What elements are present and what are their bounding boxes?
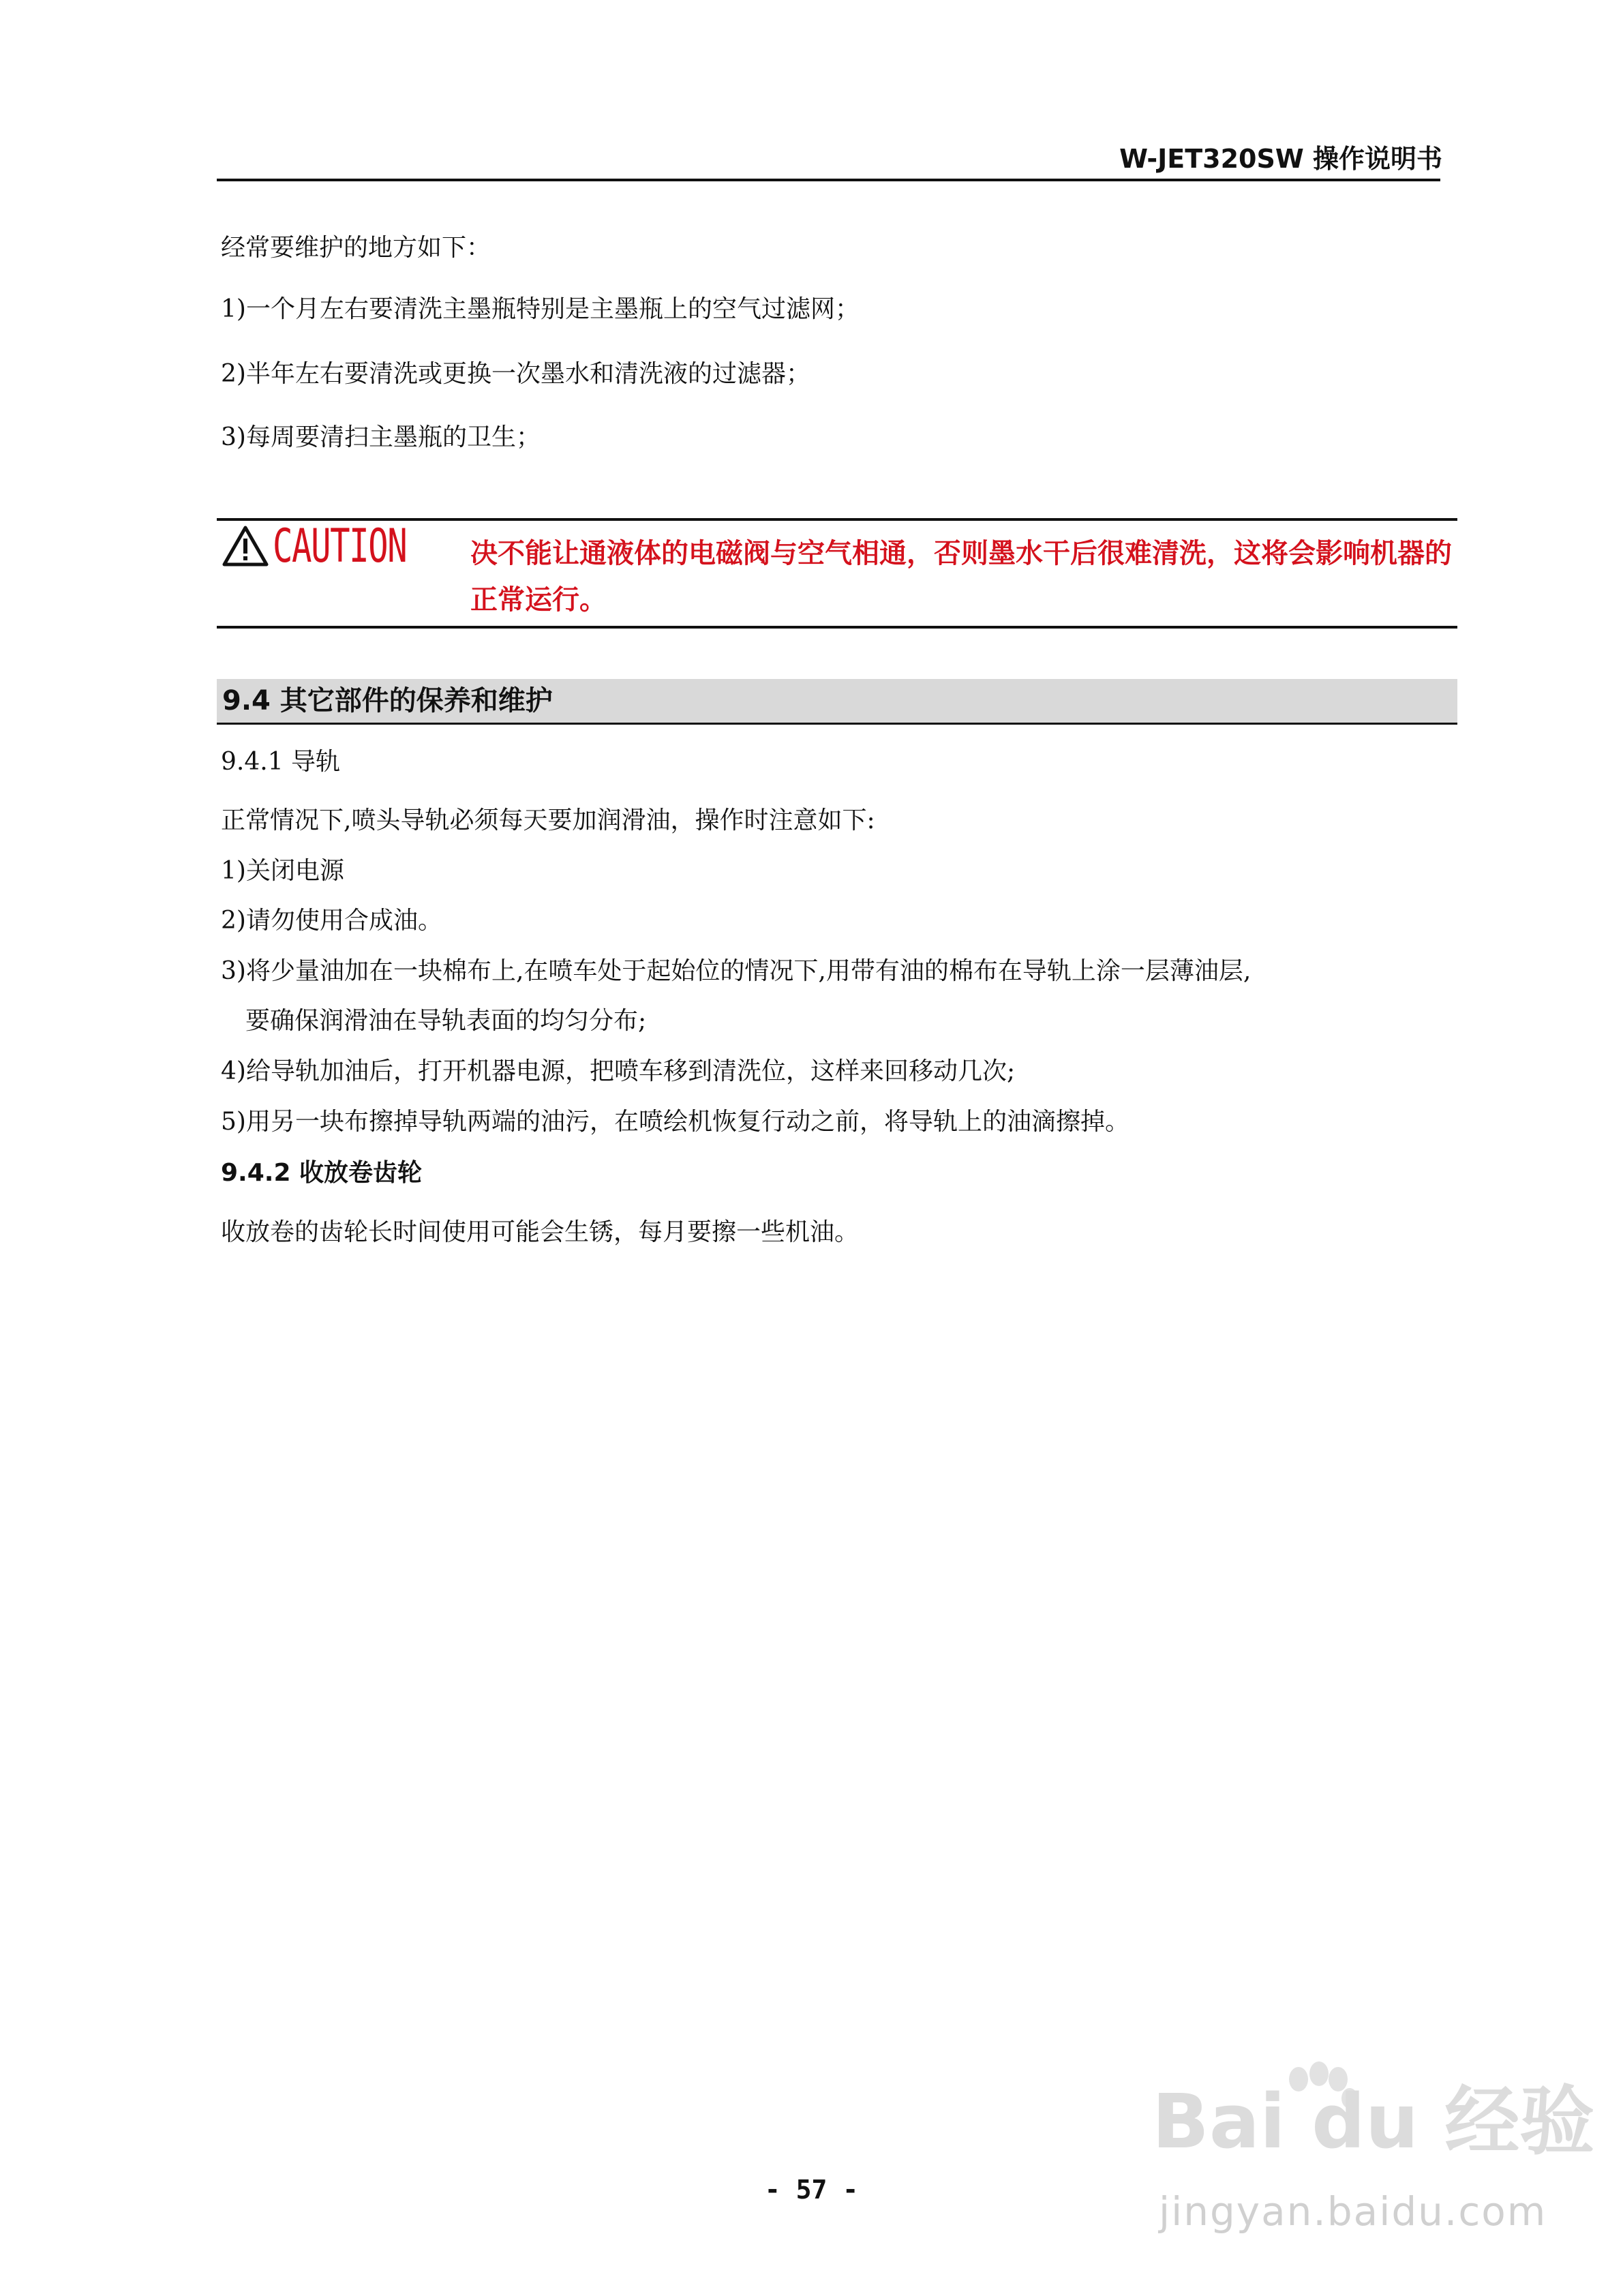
caution-bottom-rule [217,626,1457,629]
baidu-watermark-logo [1152,2059,1595,2165]
maintenance-item-2: 2)半年左右要清洗或更换一次墨水和清洗液的过滤器； [221,360,810,388]
caution-label: CAUTION [273,519,407,573]
subsection-heading-gear: 9.4.2 收放卷齿轮 [221,1159,423,1187]
maintenance-intro: 经常要维护的地方如下： [221,234,491,262]
document-header-title: W-JET320SW 操作说明书 [1119,144,1442,174]
svg-text:Bai du 经验: Bai du 经验 [1152,2078,1595,2165]
maintenance-item-3: 3)每周要清扫主墨瓶的卫生； [221,423,541,451]
baidu-watermark-url: jingyan.baidu.com [1159,2188,1547,2235]
page-number: - 57 - [764,2175,859,2205]
guide-rail-step-3-cont: 要确保润滑油在导轨表面的均匀分布; [245,1007,647,1035]
subsection-heading-guide-rail: 9.4.1 导轨 [221,748,341,776]
maintenance-item-1: 1)一个月左右要清洗主墨瓶特别是主墨瓶上的空气过滤网； [221,295,860,323]
header-rule [217,179,1440,181]
caution-text: 决不能让通液体的电磁阀与空气相通，否则墨水干后很难清洗，这将会影响机器的正常运行。 [470,538,1452,616]
warning-triangle-icon [222,525,269,567]
guide-rail-step-1: 1)关闭电源 [221,857,344,885]
section-title: 9.4 其它部件的保养和维护 [222,685,553,716]
guide-rail-step-2: 2)请勿使用合成油。 [221,907,442,935]
guide-rail-step-4: 4)给导轨加油后，打开机器电源，把喷车移到清洗位，这样来回移动几次; [221,1057,1016,1085]
guide-rail-step-5: 5)用另一块布擦掉导轨两端的油污，在喷绘机恢复行动之前，将导轨上的油滴擦掉。 [221,1108,1129,1136]
guide-rail-intro: 正常情况下,喷头导轨必须每天要加润滑油，操作时注意如下: [221,806,875,834]
gear-maintenance-text: 收放卷的齿轮长时间使用可能会生锈，每月要擦一些机油。 [221,1218,860,1246]
guide-rail-step-3: 3)将少量油加在一块棉布上,在喷车处于起始位的情况下,用带有油的棉布在导轨上涂一层薄油层, [221,957,1252,985]
